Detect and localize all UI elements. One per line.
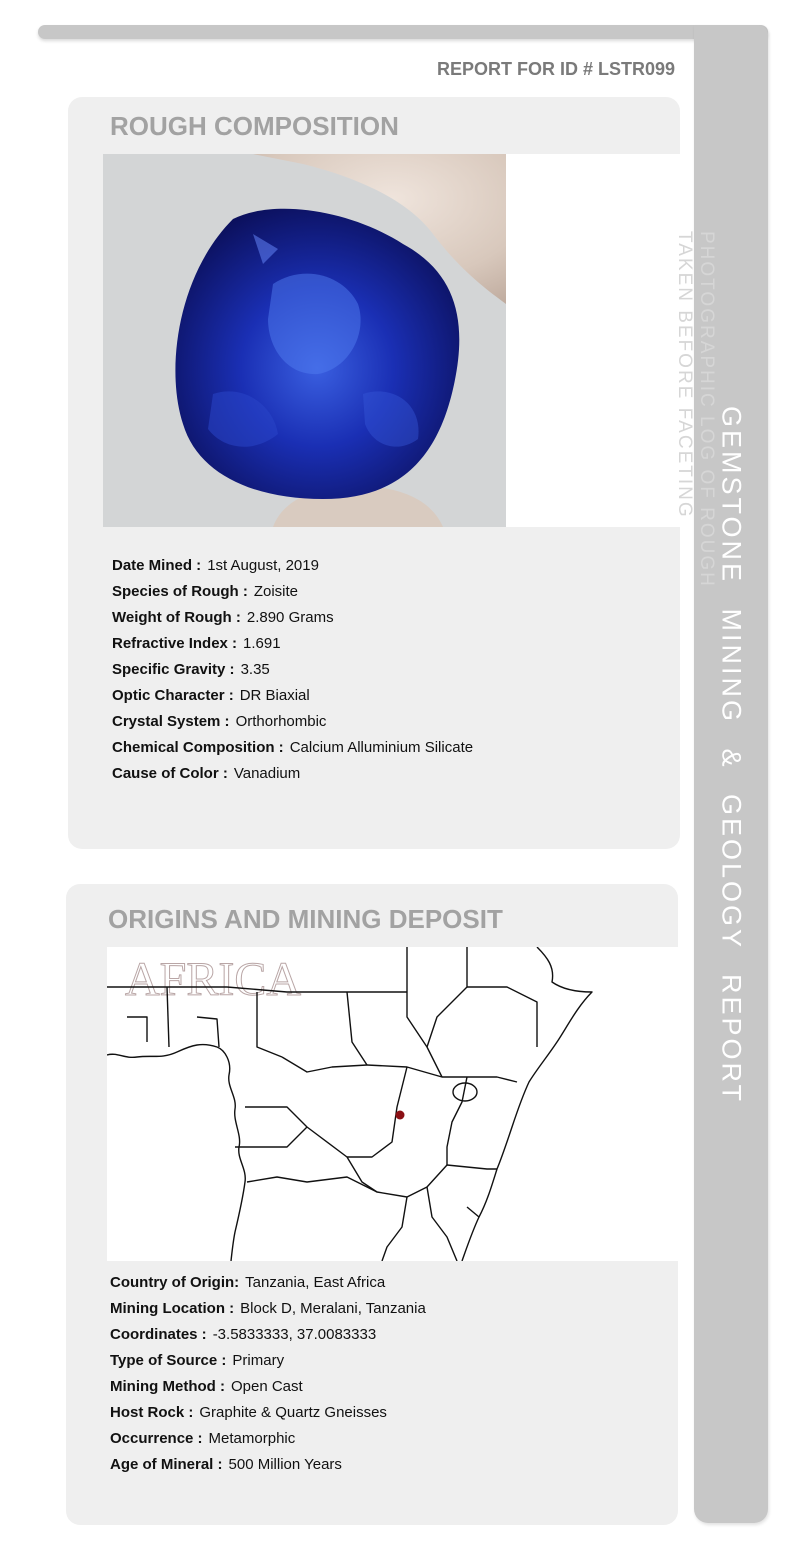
field-label: Cause of Color : <box>112 765 228 782</box>
field-row <box>110 1296 426 1322</box>
field-value: 1st August, 2019 <box>207 557 319 574</box>
field-label: Country of Origin: <box>110 1274 240 1291</box>
origins-deposit-panel <box>66 884 678 1525</box>
field-value: Graphite & Quartz Gneisses <box>199 1404 387 1421</box>
field-label: Chemical Composition : <box>112 739 284 756</box>
field-value: -3.5833333, 37.0083333 <box>212 1326 377 1343</box>
field-value: 1.691 <box>243 635 281 652</box>
field-value: 2.890 Grams <box>246 609 334 626</box>
rough-composition-title: ROUGH COMPOSITION <box>110 111 399 141</box>
field-value: Vanadium <box>233 765 301 782</box>
report-id: REPORT FOR ID # LSTR099 <box>436 59 675 79</box>
field-label: Occurrence : <box>110 1430 203 1447</box>
field-label: Coordinates : <box>110 1326 207 1343</box>
field-row <box>110 1322 426 1348</box>
field-label: Mining Location : <box>110 1300 235 1317</box>
field-value: Primary <box>232 1352 285 1369</box>
field-value: Zoisite <box>253 583 299 600</box>
field-label: Weight of Rough : <box>112 609 241 626</box>
field-row <box>110 1400 426 1426</box>
field-label: Refractive Index : <box>112 635 238 652</box>
field-row <box>112 761 473 787</box>
africa-map-area <box>107 947 678 1261</box>
field-label: Mining Method : <box>110 1378 225 1395</box>
field-value: Tanzania, East Africa <box>245 1274 386 1291</box>
photo-note-line-1: PHOTOGRAPHIC LOG OF ROUGH <box>696 231 717 588</box>
field-row <box>110 1348 426 1374</box>
field-value: Orthorhombic <box>235 713 327 730</box>
rough-properties-list <box>112 553 473 787</box>
field-label: Specific Gravity : <box>112 661 235 678</box>
field-row <box>112 579 473 605</box>
mining-location-marker <box>396 1111 405 1120</box>
field-value: Open Cast <box>230 1378 303 1395</box>
photo-note <box>673 231 717 588</box>
field-label: Host Rock : <box>110 1404 194 1421</box>
field-label: Species of Rough : <box>112 583 248 600</box>
field-row <box>110 1452 426 1478</box>
field-label: Age of Mineral : <box>110 1456 223 1473</box>
field-row <box>110 1270 426 1296</box>
field-row <box>112 657 473 683</box>
field-row <box>112 735 473 761</box>
field-value: Calcium Alluminium Silicate <box>289 739 474 756</box>
field-label: Date Mined : <box>112 557 202 574</box>
field-row <box>112 605 473 631</box>
field-label: Type of Source : <box>110 1352 227 1369</box>
map-label: AFRICA <box>125 953 302 1006</box>
field-row <box>110 1374 426 1400</box>
rough-composition-panel <box>68 97 717 849</box>
origins-deposit-title: ORIGINS AND MINING DEPOSIT <box>108 904 503 934</box>
field-row <box>110 1426 426 1452</box>
field-row <box>112 683 473 709</box>
field-row <box>112 709 473 735</box>
side-banner-title: GEMSTONE MINING & GEOLOGY REPORT <box>716 405 747 1105</box>
field-value: 3.35 <box>240 661 270 678</box>
field-value: Block D, Meralani, Tanzania <box>240 1300 426 1317</box>
field-label: Optic Character : <box>112 687 234 704</box>
field-row <box>112 631 473 657</box>
field-value: Metamorphic <box>208 1430 296 1447</box>
field-value: DR Biaxial <box>239 687 310 704</box>
rough-gemstone-photo <box>103 154 506 527</box>
origin-properties-list <box>110 1270 426 1478</box>
field-row <box>112 553 473 579</box>
top-header-bar <box>38 25 768 39</box>
field-value: 500 Million Years <box>228 1456 342 1473</box>
photo-note-line-2: TAKEN BEFORE FACETING <box>674 231 695 519</box>
field-label: Crystal System : <box>112 713 230 730</box>
africa-map <box>107 947 678 1261</box>
